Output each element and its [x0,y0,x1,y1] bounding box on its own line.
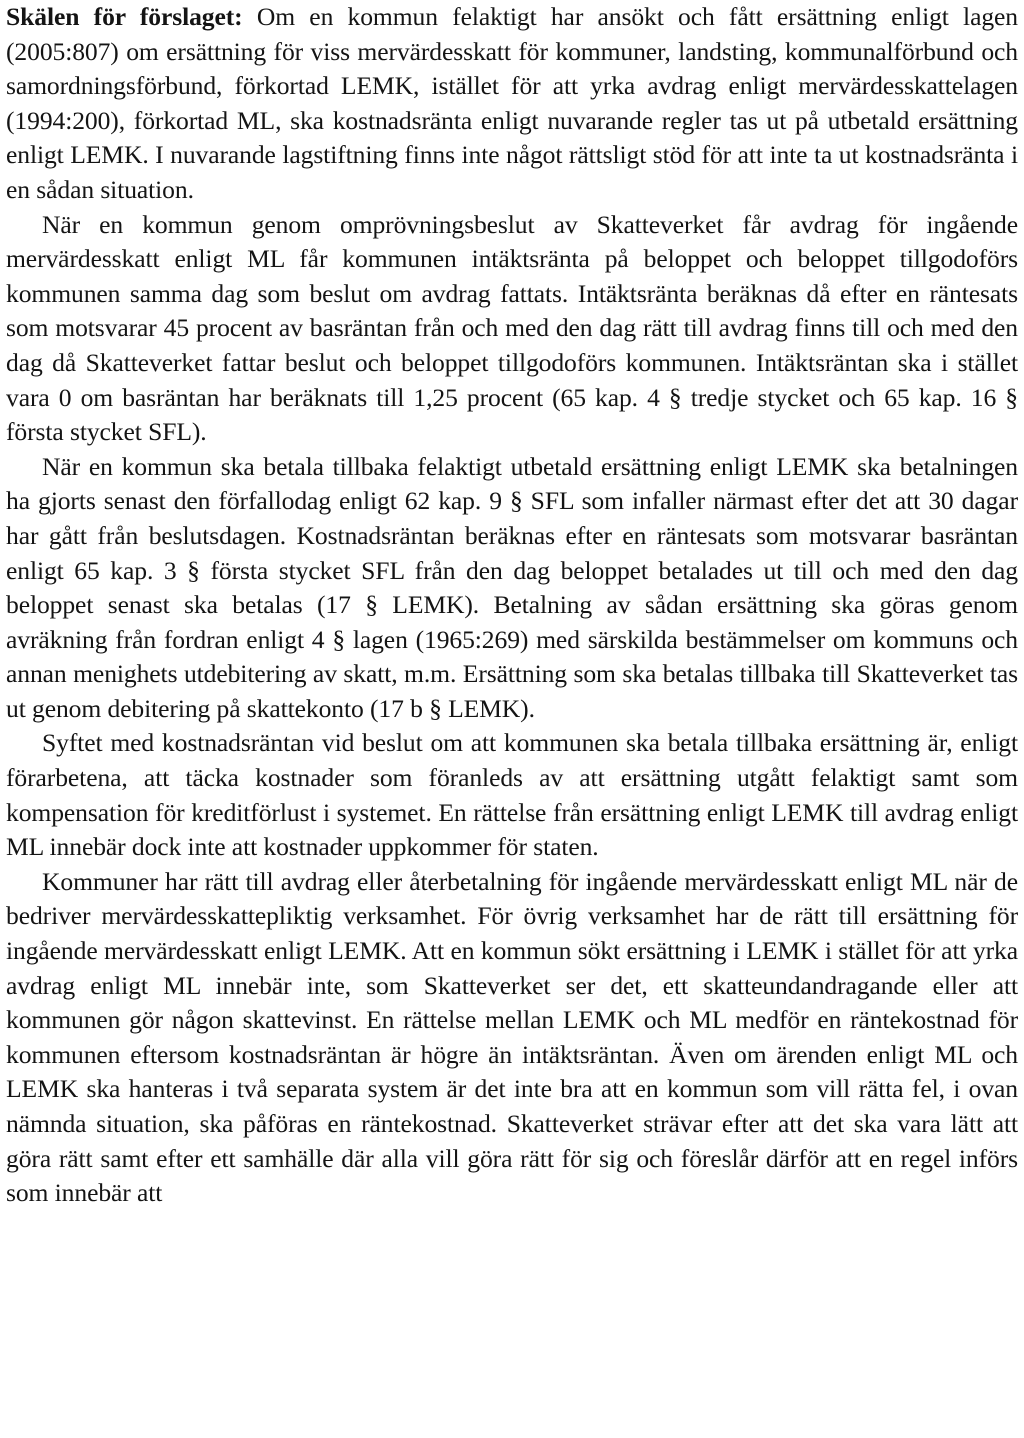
paragraph-3: När en kommun ska betala tillbaka felaktigt utbetald ersättning enligt LEMK ska betalningen ha gjorts senast den förfallodag enligt 62 kap. 9 § SFL som infaller närmast efter det att 30 dagar har gått från beslutsdagen. Kostnadsräntan beräknas efter en räntesats som motsvarar basräntan enligt 65 kap. 3 § första stycket SFL från den dag beloppet betalades ut till och med den dag beloppet senast ska betalas (17 § LEMK). Betalning av sådan ersättning ska göras genom avräkning från fordran enligt 4 § lagen (1965:269) med särskilda bestämmelser om kommuns och annan menighets utdebitering av skatt, m.m. Ersättning som ska betalas tillbaka till Skatteverket tas ut genom debitering på skattekonto (17 b § LEMK). [6,451,1018,723]
paragraph-1 [6,0,1018,208]
paragraph-1-text: Om en kommun felaktigt har ansökt och fått ersättning enligt lagen (2005:807) om ersättning för viss mervärdesskatt för kommuner, landsting, kommunalförbund och samordningsförbund, förkortad LEMK, istället för att yrka avdrag enligt mervärdesskattelagen (1994:200), förkortad ML, ska kostnadsränta enligt nuvarande regler tas ut på utbetald ersättning enligt LEMK. I nuvarande lagstiftning finns inte något rättsligt stöd för att inte ta ut kostnadsränta i en sådan situation. [6,2,1018,204]
paragraph-2: När en kommun genom omprövningsbeslut av Skatteverket får avdrag för ingående mervärdesskatt enligt ML får kommunen intäktsränta på beloppet och beloppet tillgodoförs kommunen samma dag som beslut om avdrag fattats. Intäktsränta beräknas då efter en räntesats som motsvarar 45 procent av basräntan från och med den dag rätt till avdrag finns till och med den dag då Skatteverket fattar beslut och beloppet tillgodoförs kommunen. Intäktsräntan ska i stället vara 0 om basräntan har beräknats till 1,25 procent (65 kap. 4 § tredje stycket och 65 kap. 16 § första stycket SFL). [6,209,1018,447]
paragraph-4: Syftet med kostnadsräntan vid beslut om att kommunen ska betala tillbaka ersättning är, enligt förarbetena, att täcka kostnader som föranleds av att ersättning utgått felaktigt samt som kompensation för kreditförlust i systemet. En rättelse från ersättning enligt LEMK till avdrag enligt ML innebär dock inte att kostnader uppkommer för staten. [6,728,1018,862]
paragraph-5: Kommuner har rätt till avdrag eller återbetalning för ingående mervärdesskatt enligt ML när de bedriver mervärdesskattepliktig verksamhet. För övrig verksamhet har de rätt till ersättning för ingående mervärdesskatt enligt LEMK. Att en kommun sökt ersättning i LEMK i stället för att yrka avdrag enligt ML innebär inte, som Skatteverket ser det, ett skatteundandragande eller att kommunen gör någon skattevinst. En rättelse mellan LEMK och ML medför en räntekostnad för kommunen eftersom kostnadsräntan är högre än intäktsräntan. Även om ärenden enligt ML och LEMK ska hanteras i två separata system är det inte bra att en kommun som vill rätta fel, i ovan nämnda situation, ska påföras en räntekostnad. Skatteverket strävar efter att det ska vara lätt att göra rätt samt efter ett samhälle där alla vill göra rätt för sig och föreslår därför att en regel införs som innebär att [6,866,1018,1208]
section-heading: Skälen för förslaget: [6,2,243,31]
